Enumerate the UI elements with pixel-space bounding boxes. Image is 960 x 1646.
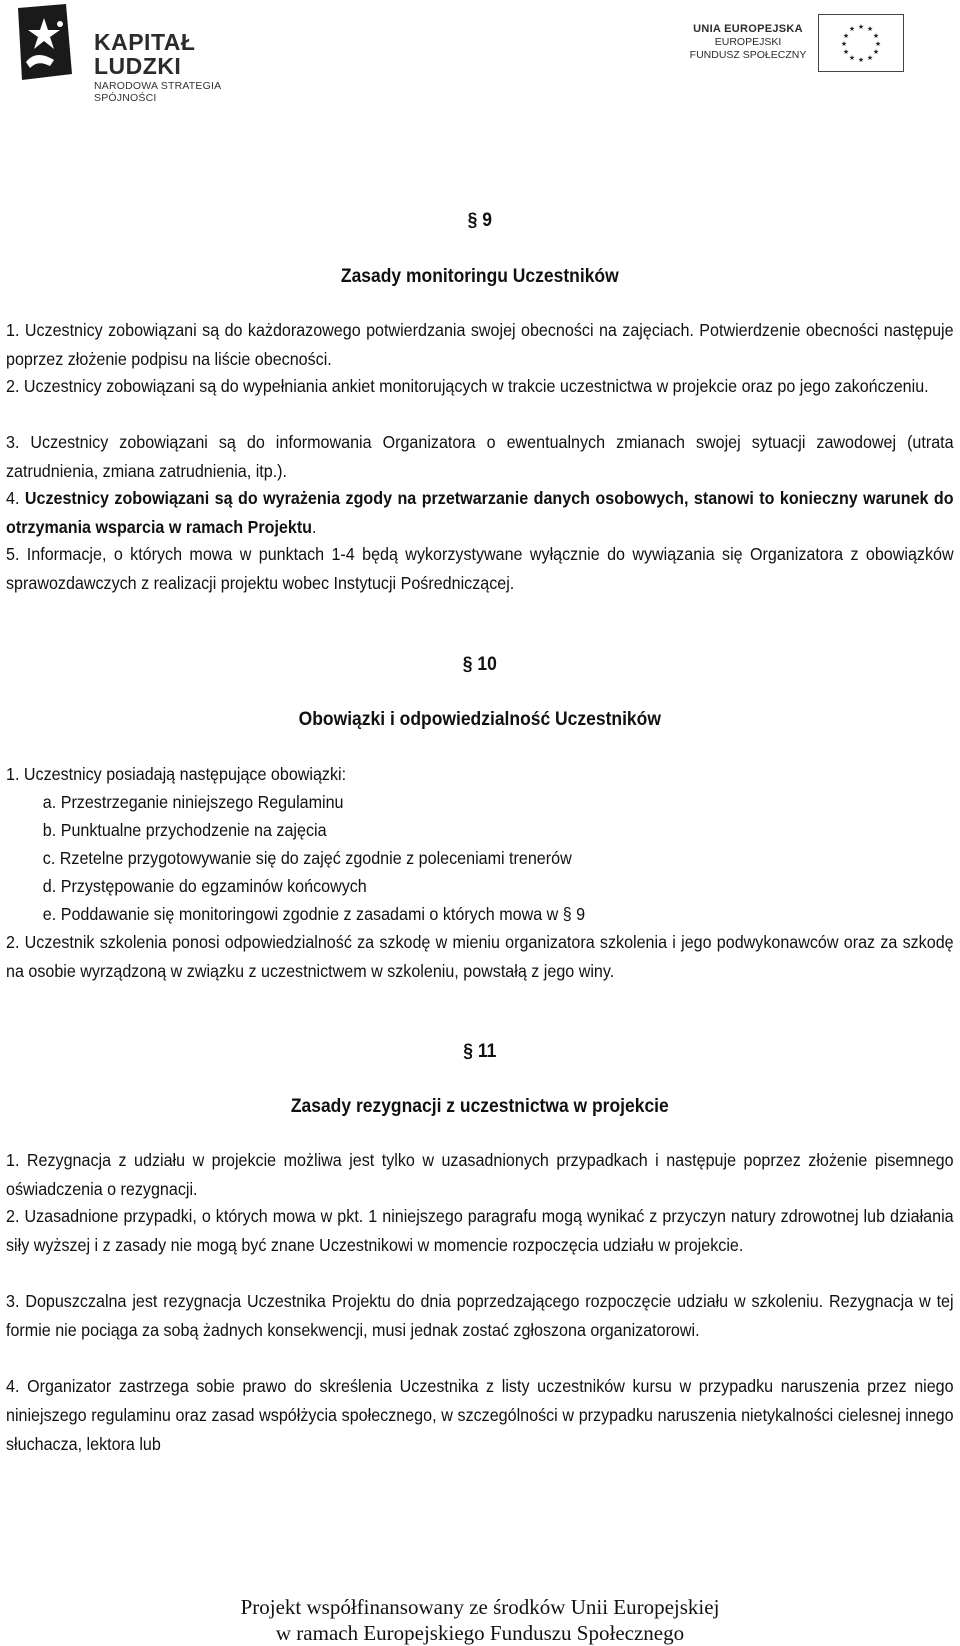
svg-text:★: ★	[874, 40, 882, 48]
svg-text:★: ★	[848, 54, 856, 62]
svg-text:★: ★	[848, 25, 856, 33]
logo-subtitle: NARODOWA STRATEGIA SPÓJNOŚCI	[94, 80, 221, 104]
page-header	[0, 0, 960, 104]
svg-text:★: ★	[842, 32, 850, 40]
footer-line-2: w ramach Europejskiego Funduszu Społecznego	[275, 1621, 685, 1645]
section-9-paragraph-2: 2. Uczestnicy zobowiązani są do wypełniania ankiet monitorujących w trakcie uczestnictwa w projekcie oraz po jego zakończeniu.	[6, 376, 929, 396]
svg-text:★: ★	[842, 48, 850, 56]
section-9-number: § 9	[467, 210, 492, 231]
svg-text:★: ★	[866, 25, 874, 33]
section-9-paragraph-5: 5. Informacje, o których mowa w punktach 1-4 będą wykorzystywane wyłącznie do wywiązania się Organizatora z obowiązków sprawozdawczych z realizacji projektu wobec Instytucji Pośredniczącej.	[6, 544, 954, 593]
footer-line-1: Projekt współfinansowany ze środków Unii Europejskiej	[240, 1595, 720, 1619]
section-11-paragraph-2: 2. Uzasadnione przypadki, o których mowa w pkt. 1 niniejszego paragrafu mogą wynikać z przyczyn natury zdrowotnej lub działania siły wyższej i z zasady nie mogą być znane Uczestnikowi w momencie rozpoczęcia udziału w projekcie.	[6, 1206, 954, 1255]
obligation-item-b: b. Punktualne przychodzenie na zajęcia	[42, 820, 327, 840]
section-11-paragraph-4: 4. Organizator zastrzega sobie prawo do skreślenia Uczestnika z listy uczestników kursu w przypadku naruszenia przez niego niniejszego regulaminu oraz zasad współżycia społecznego, w szczególności w przypadku naruszenia nietykalności cielesnej innego słuchacza, lektora lub	[6, 1376, 954, 1454]
eu-line2: EUROPEJSKI	[714, 36, 782, 48]
section-11-paragraph-3: 3. Dopuszczalna jest rezygnacja Uczestnika Projektu do dnia poprzedzającego rozpoczęcie udziału w szkoleniu. Rezygnacja w tej formie nie pociąga za sobą żadnych konsekwencji, musi jednak zostać zgłoszona organizatorowi.	[6, 1291, 954, 1340]
section-9-paragraph-3: 3. Uczestnicy zobowiązani są do informowania Organizatora o ewentualnych zmianach swojej sytuacji zawodowej (utrata zatrudnienia, zmiana zatrudnienia, itp.).	[6, 432, 954, 481]
obligation-item-e: e. Poddawanie się monitoringowi zgodnie z zasadami o których mowa w § 9	[42, 904, 586, 924]
paragraph-end: .	[312, 517, 317, 537]
eu-flag-icon	[818, 14, 904, 72]
section-10-number: § 10	[462, 654, 497, 675]
section-9-paragraph-4	[6, 484, 954, 542]
eu-line3: FUNDUSZ SPOŁECZNY	[689, 49, 807, 61]
section-11-title: Zasady rezygnacji z uczestnictwa w projekcie	[290, 1096, 669, 1117]
eu-line1: UNIA EUROPEJSKA	[693, 23, 803, 35]
svg-text:★: ★	[857, 23, 865, 31]
section-10-intro: 1. Uczestnicy posiadają następujące obowiązki:	[6, 764, 347, 784]
logo-title: KAPITAŁ LUDZKI	[94, 29, 196, 79]
kapital-ludzki-logo	[14, 4, 284, 104]
svg-text:★: ★	[840, 40, 848, 48]
svg-text:★: ★	[866, 54, 874, 62]
section-10-title: Obowiązki i odpowiedzialność Uczestników	[298, 709, 661, 730]
svg-text:★: ★	[872, 48, 880, 56]
obligation-item-d: d. Przystępowanie do egzaminów końcowych	[42, 876, 367, 896]
section-11-number: § 11	[463, 1041, 497, 1062]
paragraph-number: 4.	[6, 488, 25, 508]
svg-text:★: ★	[857, 56, 865, 64]
bold-consent-text: Uczestnicy zobowiązani są do wyrażenia zgody na przetwarzanie danych osobowych, stanowi to konieczny warunek do otrzymania wsparcia w ramach Projektu	[6, 488, 954, 537]
page-footer	[0, 1594, 960, 1646]
obligation-item-c: c. Rzetelne przygotowywanie się do zajęć zgodnie z poleceniami trenerów	[42, 848, 572, 868]
star-figure-icon	[14, 4, 76, 82]
section-9-paragraph-1: 1. Uczestnicy zobowiązani są do każdorazowego potwierdzania swojej obecności na zajęciach. Potwierdzenie obecności następuje poprzez złożenie podpisu na liście obecności.	[6, 320, 954, 369]
section-11-paragraph-1: 1. Rezygnacja z udziału w projekcie możliwa jest tylko w uzasadnionych przypadkach i następuje poprzez złożenie pisemnego oświadczenia o rezygnacji.	[6, 1150, 954, 1199]
svg-text:★: ★	[872, 32, 880, 40]
section-9-title: Zasady monitoringu Uczestników	[340, 266, 619, 287]
obligation-item-a: a. Przestrzeganie niniejszego Regulaminu	[42, 792, 344, 812]
section-10-paragraph-2: 2. Uczestnik szkolenia ponosi odpowiedzialność za szkodę w mieniu organizatora szkolenia i jego podwykonawców oraz za szkodę na osobie wyrządzoną w związku z uczestnictwem w szkoleniu, powstałą z jego winy.	[6, 932, 954, 981]
eu-logo-text	[688, 22, 808, 62]
